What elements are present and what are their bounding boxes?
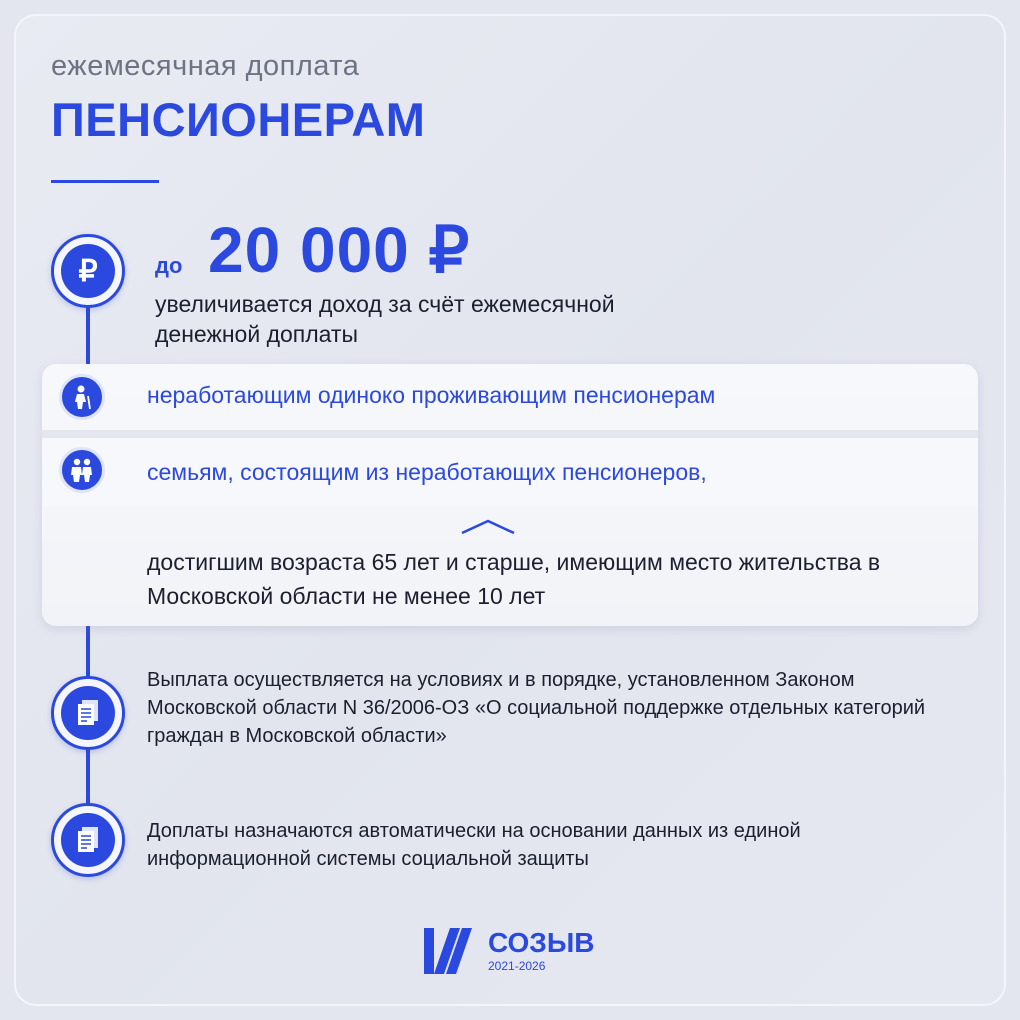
- recipient-family: семьям, состоящим из неработающих пенсионеров,: [147, 459, 707, 485]
- panel-divider: [42, 430, 978, 438]
- title-underline: [51, 180, 159, 183]
- chevron-up-icon: [460, 519, 516, 535]
- document-icon: [51, 676, 125, 750]
- elderly-couple-icon: [59, 447, 105, 493]
- ruble-icon: ₽: [51, 234, 125, 308]
- recipient-single: неработающим одиноко проживающим пенсионерам: [147, 382, 716, 408]
- auto-note: Доплаты назначаются автоматически на основании данных из единой информационной системы социальной защиты: [147, 820, 801, 870]
- document-icon: [51, 803, 125, 877]
- logo: [422, 926, 594, 976]
- law-note: Выплата осуществляется на условиях и в порядке, установленном Законом Московской области N 36/2006-ОЗ «О социальной поддержке отдельных категорий граждан в Московской области»: [147, 669, 926, 747]
- amount-description: увеличивается доход за счёт ежемесячной денежной доплаты: [155, 291, 615, 347]
- amount-value: 20 000 ₽: [208, 214, 471, 286]
- logo-years: 2021-2026: [488, 959, 546, 973]
- amount-prefix: до: [155, 253, 183, 278]
- subtitle: ежемесячная доплата: [51, 50, 360, 82]
- logo-mark-icon: [422, 926, 480, 976]
- page-title: ПЕНСИОНЕРАМ: [51, 93, 426, 146]
- age-condition: достигшим возраста 65 лет и старше, имеющим место жительства в Московской области не менее 10 лет: [147, 549, 881, 609]
- elderly-person-icon: [59, 374, 105, 420]
- logo-name: СОЗЫВ: [488, 927, 595, 958]
